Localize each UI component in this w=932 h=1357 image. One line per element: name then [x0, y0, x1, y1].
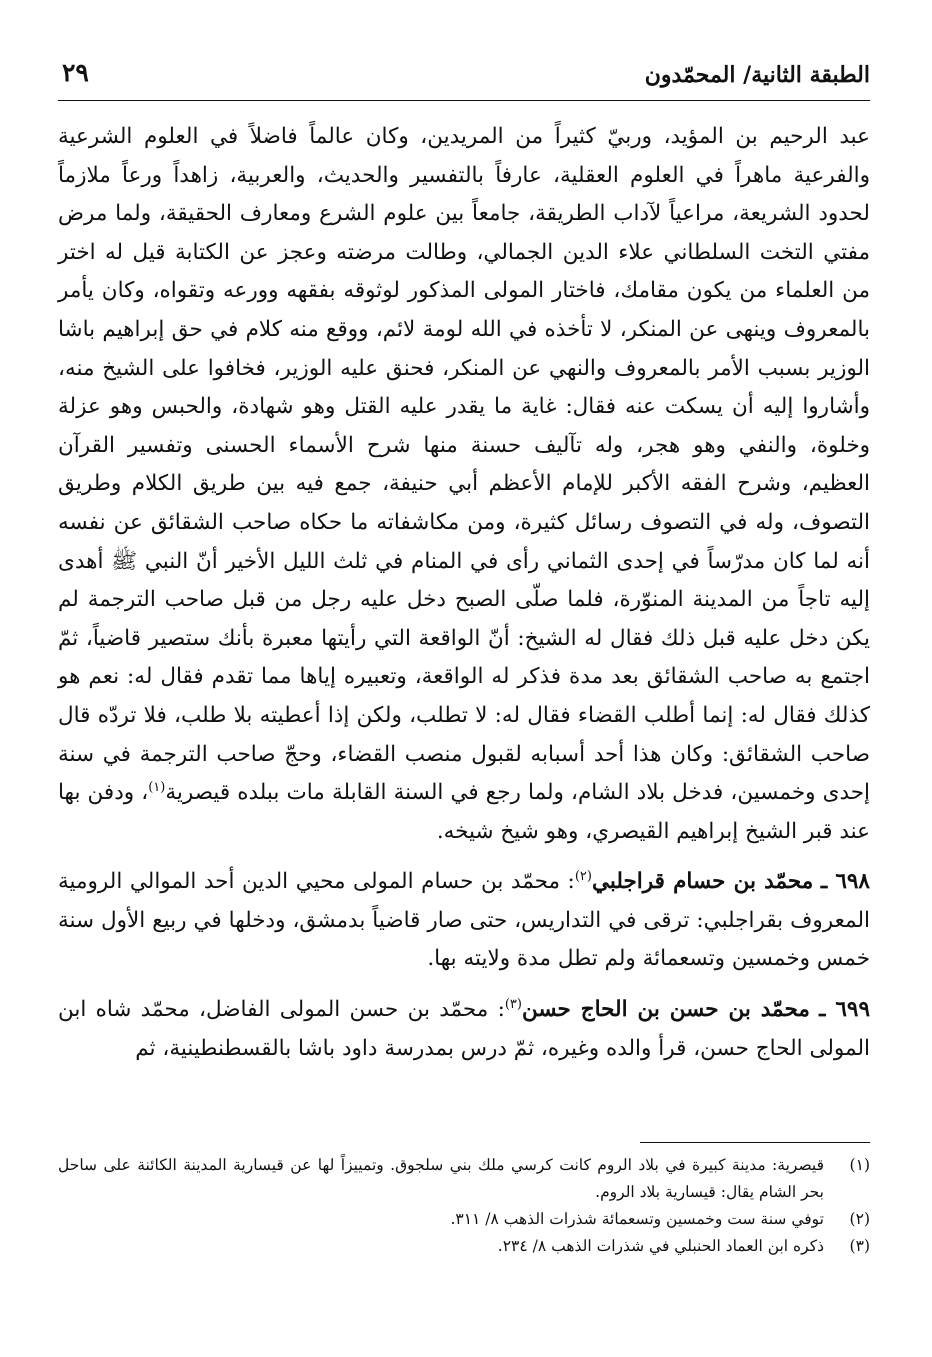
footnote-item	[58, 1152, 870, 1206]
footnote-ref-3[interactable]: (٣)	[504, 996, 522, 1012]
footnote-text: قيصرية: مدينة كبيرة في بلاد الروم كانت كرسي ملك بني سلجوق. وتمييزاً لها عن قيسارية المدينة الكائنة على ساحل بحر الشام يقال: قيسارية بلاد الروم.	[58, 1156, 824, 1201]
page-number: ٢٩	[62, 58, 89, 87]
entry-number: ٦٩٨ ـ	[820, 869, 870, 895]
intro-text: عبد الرحيم بن المؤيد، وربيّ كثيراً من المريدين، وكان عالماً فاضلاً في العلوم الشرعية والفرعية ماهراً في العلوم العقلية، عارفاً بالتفسير والحديث، والعربية، زاهداً ورعاً ملازماً لحدود الشريعة، مراعياً لآداب الطريقة، جامعاً بين علوم الشرع ومعارف الحقيقة، ولما مرض مفتي التخت السلطاني علاء الدين الجمالي، وطالت مرضته وعجز عن الكتابة قيل له اختر من العلماء من يكون مقامك، فاختار المولى المذكور لوثوقه بفقهه وورعه وتقواه، وكان يأمر بالمعروف وينهى عن المنكر، لا تأخذه في الله لومة لائم، ووقع منه كلام في حق إبراهيم باشا الوزير بسبب الأمر بالمعروف والنهي عن المنكر، فحنق عليه الوزير، فخافوا على الشيخ منه، وأشاروا إليه أن يسكت عنه فقال: غاية ما يقدر عليه القتل وهو شهادة، والحبس وهو عزلة وخلوة، والنفي وهو هجر، وله تآليف حسنة منها شرح الأسماء الحسنى وتفسير القرآن العظيم، وشرح الفقه الأكبر للإمام الأعظم أبي حنيفة، جمع فيه بين طريق الكلام وطريق التصوف، وله في التصوف رسائل كثيرة، ومن مكاشفاته ما حكاه صاحب الشقائق عن نفسه أنه لما كان مدرّساً في إحدى الثماني رأى في المنام في ثلث الليل الأخير أنّ النبي ﷺ أهدى إليه تاجاً من المدينة المنوّرة، فلما صلّى الصبح دخل عليه رجل من قبل صاحب الترجمة لم يكن دخل عليه قبل ذلك فقال له الشيخ: أنّ الواقعة التي رأيتها معبرة بأنك ستصير قاضياً، ثمّ اجتمع به صاحب الشقائق بعد مدة فذكر له الواقعة، وتعبيره إياها مما تقدم فقال له: نعم هو كذلك فقال له: إنما أطلب القضاء فقال له: لا تطلب، ولكن إذا أعطيته بلا طلب، فلا تردّه قال صاحب الشقائق: وكان هذا أحد أسبابه لقبول منصب القضاء، وحجّ صاحب الترجمة في سنة إحدى وخمسين، فدخل بلاد الشام، ولما رجع في السنة القابلة مات ببلده قيصرية	[58, 124, 870, 806]
entry-number: ٦٩٩ ـ	[819, 997, 870, 1023]
footnote-text: ذكره ابن العماد الحنبلي في شذرات الذهب ٨/ ٢٣٤.	[497, 1237, 824, 1255]
entry-text: : محمّد بن حسن المولى الفاضل، محمّد شاه ابن المولى الحاج حسن، قرأ والده وغيره، ثمّ درس بمدرسة داود باشا بالقسطنطينية، ثم	[58, 997, 870, 1061]
page-header	[58, 52, 870, 101]
entry-name: محمّد بن حسام قراجلبي	[591, 869, 814, 895]
footnote-item	[58, 1233, 870, 1260]
footnote-number: (٣)	[849, 1237, 870, 1255]
footnote-number: (٢)	[849, 1210, 870, 1228]
intro-text-end: ، ودفن بها عند قبر الشيخ إبراهيم القيصري، وهو شيخ شيخه.	[58, 780, 870, 844]
footnote-divider	[640, 1142, 870, 1143]
entry-text: : محمّد بن حسام المولى محيي الدين أحد الموالي الرومية المعروف بقراجلبي: ترقى في التداريس، حتى صار قاضياً بدمشق، ودخلها في ربيع الأول سنة خمس وخمسين وتسعمائة ولم تطل مدة ولايته بها.	[58, 869, 870, 972]
footnote-ref-2[interactable]: (٢)	[574, 869, 592, 885]
footnote-ref-1[interactable]: (١)	[148, 779, 166, 795]
main-text	[58, 118, 870, 1068]
footnote-text: توفي سنة ست وخمسين وتسعمائة شذرات الذهب ٨/ ٣١١.	[450, 1210, 824, 1228]
footnote-number: (١)	[849, 1156, 870, 1174]
footnotes	[58, 1152, 870, 1260]
biography-entry	[58, 863, 870, 979]
intro-paragraph	[58, 118, 870, 851]
running-title: الطبقة الثانية/ المحمّدون	[644, 62, 870, 88]
biography-entry	[58, 991, 870, 1068]
entry-name: محمّد بن حسن بن الحاج حسن	[521, 997, 810, 1023]
footnote-item	[58, 1206, 870, 1233]
